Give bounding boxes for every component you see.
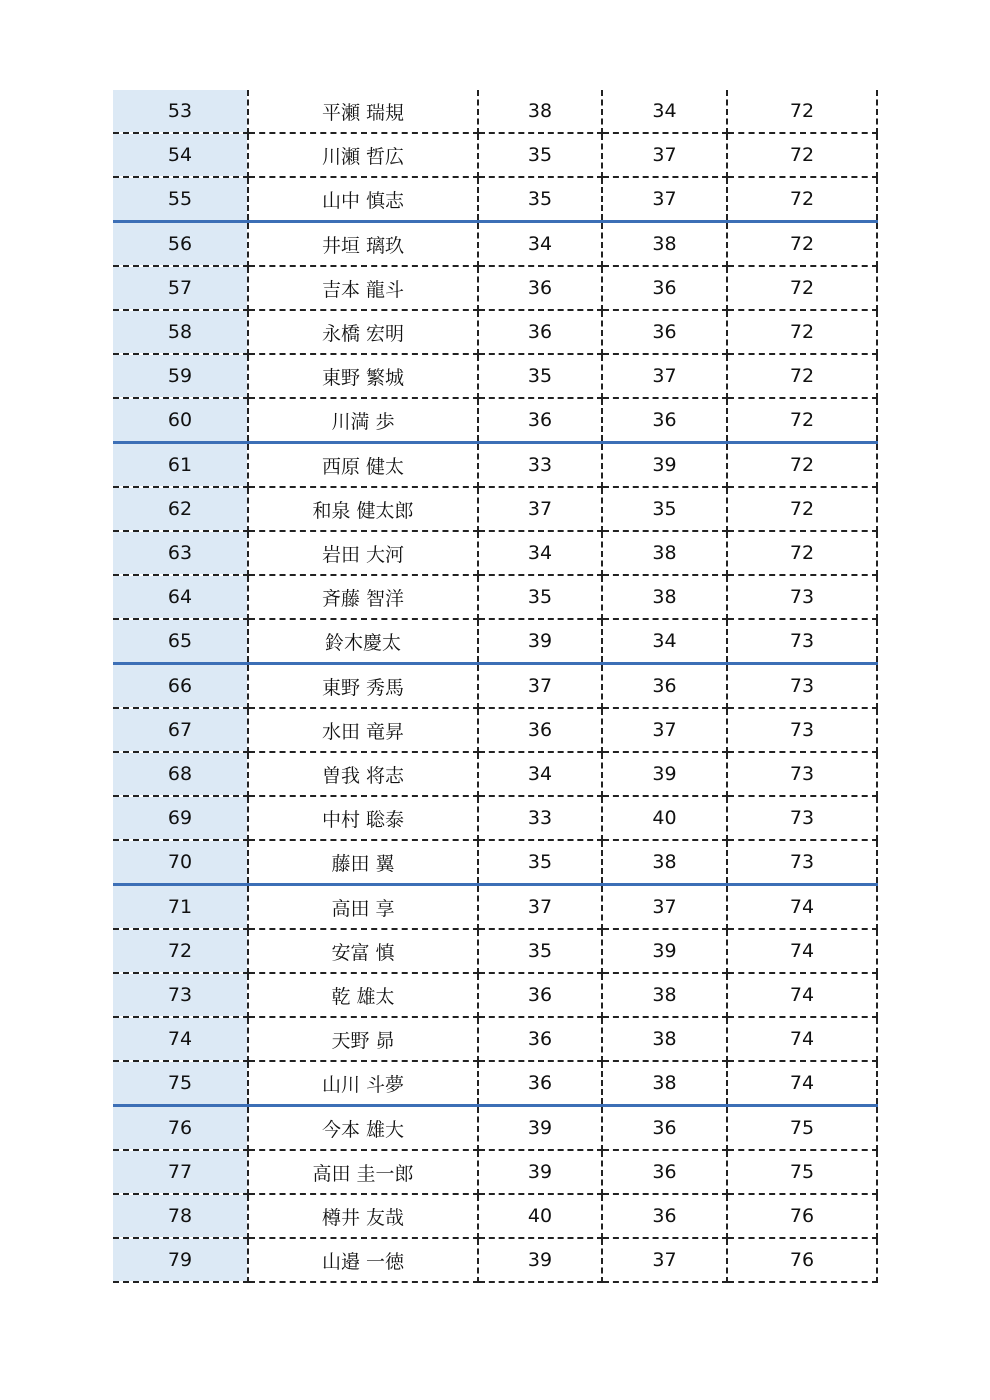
- total-score-cell: 72: [727, 90, 877, 133]
- player-name-cell: 西原 健太: [248, 443, 478, 488]
- player-name-cell: 天野 昴: [248, 1017, 478, 1061]
- total-score-cell: 73: [727, 619, 877, 664]
- table-row: [113, 885, 877, 930]
- in-score-cell: 36: [602, 310, 727, 354]
- rank-cell: 72: [113, 929, 248, 973]
- player-name-cell: 水田 竜昇: [248, 708, 478, 752]
- rank-cell: 77: [113, 1150, 248, 1194]
- out-score-cell: 36: [478, 398, 602, 443]
- rank-cell: 74: [113, 1017, 248, 1061]
- table-row: [113, 929, 877, 973]
- total-score-cell: 73: [727, 575, 877, 619]
- in-score-cell: 39: [602, 443, 727, 488]
- player-name-cell: 井垣 璃玖: [248, 222, 478, 267]
- player-name-cell: 高田 圭一郎: [248, 1150, 478, 1194]
- out-score-cell: 35: [478, 929, 602, 973]
- player-name-cell: 川満 歩: [248, 398, 478, 443]
- total-score-cell: 74: [727, 1061, 877, 1106]
- table-row: [113, 664, 877, 709]
- out-score-cell: 36: [478, 310, 602, 354]
- out-score-cell: 34: [478, 752, 602, 796]
- in-score-cell: 34: [602, 619, 727, 664]
- total-score-cell: 74: [727, 973, 877, 1017]
- table-row: [113, 575, 877, 619]
- out-score-cell: 33: [478, 443, 602, 488]
- player-name-cell: 中村 聡泰: [248, 796, 478, 840]
- table-row: [113, 1150, 877, 1194]
- out-score-cell: 37: [478, 487, 602, 531]
- out-score-cell: 35: [478, 840, 602, 885]
- total-score-cell: 74: [727, 1017, 877, 1061]
- out-score-cell: 35: [478, 575, 602, 619]
- out-score-cell: 37: [478, 885, 602, 930]
- player-name-cell: 岩田 大河: [248, 531, 478, 575]
- total-score-cell: 72: [727, 177, 877, 222]
- in-score-cell: 37: [602, 133, 727, 177]
- total-score-cell: 72: [727, 354, 877, 398]
- table-row: [113, 443, 877, 488]
- player-name-cell: 曽我 将志: [248, 752, 478, 796]
- in-score-cell: 37: [602, 354, 727, 398]
- in-score-cell: 37: [602, 885, 727, 930]
- rank-cell: 65: [113, 619, 248, 664]
- player-name-cell: 斉藤 智洋: [248, 575, 478, 619]
- table-row: [113, 354, 877, 398]
- table-row: [113, 796, 877, 840]
- rank-cell: 73: [113, 973, 248, 1017]
- table-row: [113, 1061, 877, 1106]
- player-name-cell: 樽井 友哉: [248, 1194, 478, 1238]
- player-name-cell: 鈴木慶太: [248, 619, 478, 664]
- rank-cell: 64: [113, 575, 248, 619]
- in-score-cell: 39: [602, 752, 727, 796]
- in-score-cell: 38: [602, 840, 727, 885]
- table-row: [113, 90, 877, 133]
- total-score-cell: 73: [727, 840, 877, 885]
- out-score-cell: 34: [478, 222, 602, 267]
- out-score-cell: 36: [478, 708, 602, 752]
- total-score-cell: 74: [727, 885, 877, 930]
- table-row: [113, 487, 877, 531]
- in-score-cell: 36: [602, 398, 727, 443]
- rank-cell: 69: [113, 796, 248, 840]
- in-score-cell: 38: [602, 531, 727, 575]
- total-score-cell: 72: [727, 310, 877, 354]
- total-score-cell: 72: [727, 531, 877, 575]
- player-name-cell: 平瀬 瑞規: [248, 90, 478, 133]
- in-score-cell: 38: [602, 575, 727, 619]
- rank-cell: 58: [113, 310, 248, 354]
- out-score-cell: 34: [478, 531, 602, 575]
- out-score-cell: 35: [478, 177, 602, 222]
- rank-cell: 75: [113, 1061, 248, 1106]
- out-score-cell: 36: [478, 1061, 602, 1106]
- rank-cell: 60: [113, 398, 248, 443]
- in-score-cell: 36: [602, 1150, 727, 1194]
- in-score-cell: 39: [602, 929, 727, 973]
- in-score-cell: 36: [602, 664, 727, 709]
- rank-cell: 67: [113, 708, 248, 752]
- table-row: [113, 1106, 877, 1151]
- rank-cell: 62: [113, 487, 248, 531]
- rank-cell: 76: [113, 1106, 248, 1151]
- player-name-cell: 高田 享: [248, 885, 478, 930]
- total-score-cell: 72: [727, 266, 877, 310]
- table-row: [113, 973, 877, 1017]
- rank-cell: 56: [113, 222, 248, 267]
- table-row: [113, 222, 877, 267]
- results-table: [113, 90, 878, 1283]
- out-score-cell: 36: [478, 1017, 602, 1061]
- total-score-cell: 72: [727, 443, 877, 488]
- player-name-cell: 藤田 翼: [248, 840, 478, 885]
- table-row: [113, 133, 877, 177]
- out-score-cell: 35: [478, 354, 602, 398]
- table-row: [113, 619, 877, 664]
- player-name-cell: 山川 斗夢: [248, 1061, 478, 1106]
- in-score-cell: 38: [602, 1017, 727, 1061]
- table-row: [113, 266, 877, 310]
- in-score-cell: 36: [602, 1106, 727, 1151]
- player-name-cell: 永橋 宏明: [248, 310, 478, 354]
- table-row: [113, 177, 877, 222]
- total-score-cell: 72: [727, 487, 877, 531]
- in-score-cell: 38: [602, 222, 727, 267]
- total-score-cell: 73: [727, 752, 877, 796]
- total-score-cell: 74: [727, 929, 877, 973]
- total-score-cell: 72: [727, 222, 877, 267]
- table-row: [113, 1017, 877, 1061]
- total-score-cell: 75: [727, 1106, 877, 1151]
- in-score-cell: 38: [602, 973, 727, 1017]
- total-score-cell: 73: [727, 664, 877, 709]
- rank-cell: 68: [113, 752, 248, 796]
- in-score-cell: 36: [602, 1194, 727, 1238]
- in-score-cell: 37: [602, 1238, 727, 1282]
- out-score-cell: 40: [478, 1194, 602, 1238]
- out-score-cell: 39: [478, 1150, 602, 1194]
- player-name-cell: 東野 繁城: [248, 354, 478, 398]
- table-row: [113, 1238, 877, 1282]
- rank-cell: 70: [113, 840, 248, 885]
- in-score-cell: 40: [602, 796, 727, 840]
- out-score-cell: 39: [478, 619, 602, 664]
- player-name-cell: 山中 慎志: [248, 177, 478, 222]
- rank-cell: 78: [113, 1194, 248, 1238]
- table-row: [113, 310, 877, 354]
- table-row: [113, 531, 877, 575]
- in-score-cell: 34: [602, 90, 727, 133]
- out-score-cell: 39: [478, 1106, 602, 1151]
- in-score-cell: 36: [602, 266, 727, 310]
- rank-cell: 57: [113, 266, 248, 310]
- total-score-cell: 72: [727, 398, 877, 443]
- in-score-cell: 37: [602, 177, 727, 222]
- out-score-cell: 36: [478, 266, 602, 310]
- in-score-cell: 38: [602, 1061, 727, 1106]
- table-row: [113, 840, 877, 885]
- total-score-cell: 73: [727, 708, 877, 752]
- rank-cell: 53: [113, 90, 248, 133]
- total-score-cell: 73: [727, 796, 877, 840]
- player-name-cell: 安富 慎: [248, 929, 478, 973]
- total-score-cell: 75: [727, 1150, 877, 1194]
- rank-cell: 71: [113, 885, 248, 930]
- rank-cell: 55: [113, 177, 248, 222]
- out-score-cell: 36: [478, 973, 602, 1017]
- player-name-cell: 和泉 健太郎: [248, 487, 478, 531]
- rank-cell: 54: [113, 133, 248, 177]
- out-score-cell: 37: [478, 664, 602, 709]
- in-score-cell: 37: [602, 708, 727, 752]
- table-row: [113, 1194, 877, 1238]
- player-name-cell: 今本 雄大: [248, 1106, 478, 1151]
- player-name-cell: 吉本 龍斗: [248, 266, 478, 310]
- out-score-cell: 35: [478, 133, 602, 177]
- rank-cell: 63: [113, 531, 248, 575]
- rank-cell: 66: [113, 664, 248, 709]
- total-score-cell: 72: [727, 133, 877, 177]
- rank-cell: 61: [113, 443, 248, 488]
- total-score-cell: 76: [727, 1238, 877, 1282]
- rank-cell: 79: [113, 1238, 248, 1282]
- player-name-cell: 川瀬 哲広: [248, 133, 478, 177]
- rank-cell: 59: [113, 354, 248, 398]
- in-score-cell: 35: [602, 487, 727, 531]
- player-name-cell: 乾 雄太: [248, 973, 478, 1017]
- table-row: [113, 398, 877, 443]
- total-score-cell: 76: [727, 1194, 877, 1238]
- out-score-cell: 38: [478, 90, 602, 133]
- player-name-cell: 山邉 一徳: [248, 1238, 478, 1282]
- out-score-cell: 39: [478, 1238, 602, 1282]
- player-name-cell: 東野 秀馬: [248, 664, 478, 709]
- table-row: [113, 708, 877, 752]
- out-score-cell: 33: [478, 796, 602, 840]
- table-row: [113, 752, 877, 796]
